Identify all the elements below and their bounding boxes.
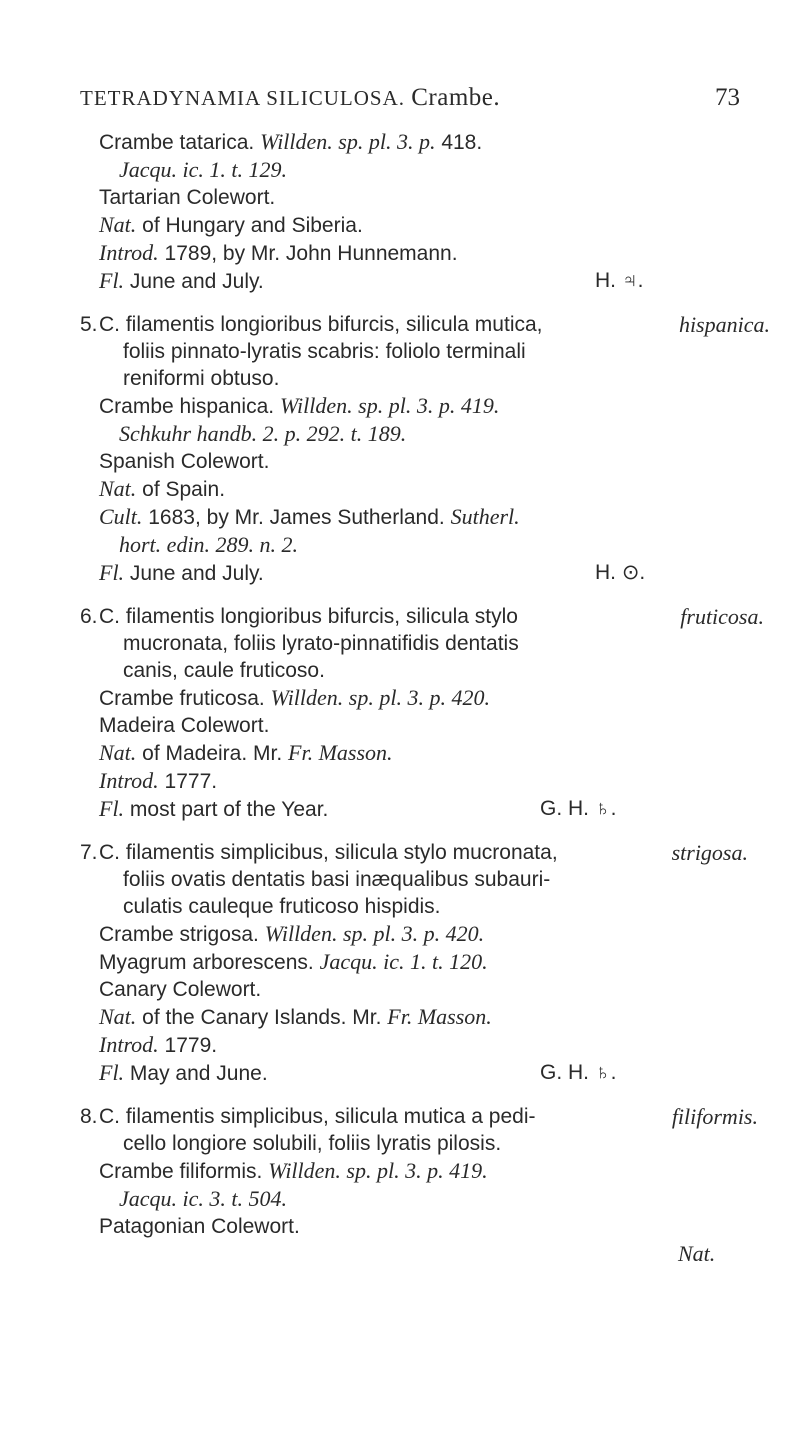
text-line [80, 392, 740, 420]
cultivation: 1683, by Mr. James Sutherland. [148, 506, 445, 529]
collector: Fr. Masson. [387, 1004, 492, 1029]
introduction: 1777. [164, 770, 218, 793]
entry-hispanica [80, 311, 770, 587]
flowering: May and June. [129, 1062, 268, 1085]
flowering: June and July. [129, 562, 264, 585]
label-fl: Fl. [99, 560, 125, 585]
text-line [80, 1031, 740, 1059]
diagnosis: foliis ovatis dentatis basi inæqualibus subauri- [123, 868, 551, 891]
text-line [80, 156, 740, 184]
label-introd: Introd. [99, 1032, 159, 1057]
text-line [80, 1103, 758, 1130]
reference: hort. edin. 289. n. 2. [119, 532, 299, 557]
native-region: of Spain. [142, 478, 226, 501]
catchword: Nat. [678, 1241, 716, 1266]
habit-symbol: H. ♃. [595, 269, 644, 292]
diagnosis: reniformi obtuso. [123, 367, 280, 390]
flowering: most part of the Year. [129, 798, 329, 821]
synonym: Myagrum arborescens. [99, 951, 314, 974]
reference: Willden. sp. pl. 3. p. 419. [268, 1158, 488, 1183]
entry-number: 8. [80, 1105, 98, 1128]
entry-number: 6. [80, 605, 98, 628]
habit-symbol: G. H. ♄. [540, 797, 617, 820]
species-name: Crambe filiformis. [99, 1160, 263, 1183]
diagnosis: C. filamentis simplicibus, silicula mutica a pedi- [99, 1105, 536, 1128]
diagnosis: C. filamentis simplicibus, silicula stylo mucronata, [99, 841, 558, 864]
text-line [80, 684, 740, 712]
introduction: 1779. [164, 1034, 218, 1057]
habit-symbol: G. H. ♄. [540, 1061, 617, 1084]
species-name: Crambe hispanica. [99, 395, 275, 418]
label-nat: Nat. [99, 1004, 137, 1029]
text-line [80, 603, 764, 630]
common-name: Tartarian Colewort. [99, 186, 276, 209]
common-name: Canary Colewort. [99, 978, 262, 1001]
diagnosis: C. filamentis longioribus bifurcis, silicula mutica, [99, 313, 543, 336]
text-line [80, 531, 740, 559]
trivial-name: fruticosa. [680, 604, 764, 629]
reference: Jacqu. ic. 1. t. 120. [319, 949, 488, 974]
text-line [80, 311, 770, 338]
diagnosis: foliis pinnato-lyratis scabris: foliolo terminali [123, 340, 526, 363]
reference: Willden. sp. pl. 3. p. 420. [270, 685, 490, 710]
running-header [80, 84, 740, 116]
text-line [80, 1003, 740, 1031]
collector: Fr. Masson. [288, 740, 393, 765]
text-line [80, 559, 740, 587]
common-name: Patagonian Colewort. [99, 1215, 300, 1238]
diagnosis: culatis cauleque fruticoso hispidis. [123, 895, 441, 918]
label-nat: Nat. [99, 476, 137, 501]
diagnosis: cello longiore solubili, foliis lyratis pilosis. [123, 1132, 502, 1155]
header-class: TETRADYNAMIA SILICULOSA. [80, 86, 405, 110]
reference: Schkuhr handb. 2. p. 292. t. 189. [119, 421, 407, 446]
flowering: June and July. [129, 270, 264, 293]
text-line [80, 1059, 740, 1087]
entry-tatarica [80, 128, 740, 295]
entry-number: 7. [80, 841, 98, 864]
common-name: Spanish Colewort. [99, 450, 270, 473]
diagnosis: canis, caule fruticoso. [123, 659, 325, 682]
reference: Jacqu. ic. 3. t. 504. [119, 1186, 288, 1211]
text-line [80, 739, 740, 767]
label-introd: Introd. [99, 240, 159, 265]
page-number: 73 [715, 84, 740, 111]
reference-page: 418. [441, 131, 483, 154]
entry-filiformis [80, 1103, 758, 1266]
label-cult: Cult. [99, 504, 143, 529]
page-body [80, 128, 770, 1266]
native-region: of Madeira. Mr. [142, 742, 283, 765]
header-title [80, 84, 500, 112]
diagnosis: C. filamentis longioribus bifurcis, silicula stylo [99, 605, 518, 628]
text-line [80, 1185, 740, 1213]
text-line [80, 128, 740, 156]
entry-strigosa [80, 839, 748, 1087]
text-line [80, 795, 740, 823]
reference: Sutherl. [450, 504, 520, 529]
text-line [80, 1157, 740, 1185]
text-line [80, 767, 740, 795]
reference: Willden. sp. pl. 3. p. 419. [279, 393, 500, 418]
label-fl: Fl. [99, 796, 125, 821]
text-line [80, 503, 740, 531]
native-region: of the Canary Islands. Mr. [142, 1006, 382, 1029]
species-name: Crambe fruticosa. [99, 687, 265, 710]
entry-number: 5. [80, 313, 98, 336]
trivial-name: hispanica. [678, 312, 770, 337]
label-nat: Nat. [99, 212, 137, 237]
text-line [80, 420, 740, 448]
text-line [80, 211, 740, 239]
reference: Willden. sp. pl. 3. p. [260, 129, 436, 154]
label-fl: Fl. [99, 268, 125, 293]
text-line [80, 239, 740, 267]
label-nat: Nat. [99, 740, 137, 765]
reference: Jacqu. ic. 1. t. 129. [119, 157, 288, 182]
text-line [80, 948, 740, 976]
entry-fruticosa [80, 603, 764, 823]
text-line [80, 475, 740, 503]
common-name: Madeira Colewort. [99, 714, 270, 737]
trivial-name: strigosa. [671, 840, 748, 865]
species-name: Crambe tatarica. [99, 131, 255, 154]
text-line [80, 920, 740, 948]
text-line [80, 839, 748, 866]
diagnosis: mucronata, foliis lyrato-pinnatifidis dentatis [123, 632, 519, 655]
species-name: Crambe strigosa. [99, 923, 259, 946]
introduction: 1789, by Mr. John Hunnemann. [164, 242, 458, 265]
native-region: of Hungary and Siberia. [142, 214, 363, 237]
label-introd: Introd. [99, 768, 159, 793]
trivial-name: filiformis. [671, 1104, 758, 1129]
reference: Willden. sp. pl. 3. p. 420. [264, 921, 485, 946]
habit-symbol: H. ⊙. [595, 561, 646, 584]
header-genus: Crambe. [411, 84, 501, 111]
text-line [80, 267, 740, 295]
label-fl: Fl. [99, 1060, 125, 1085]
